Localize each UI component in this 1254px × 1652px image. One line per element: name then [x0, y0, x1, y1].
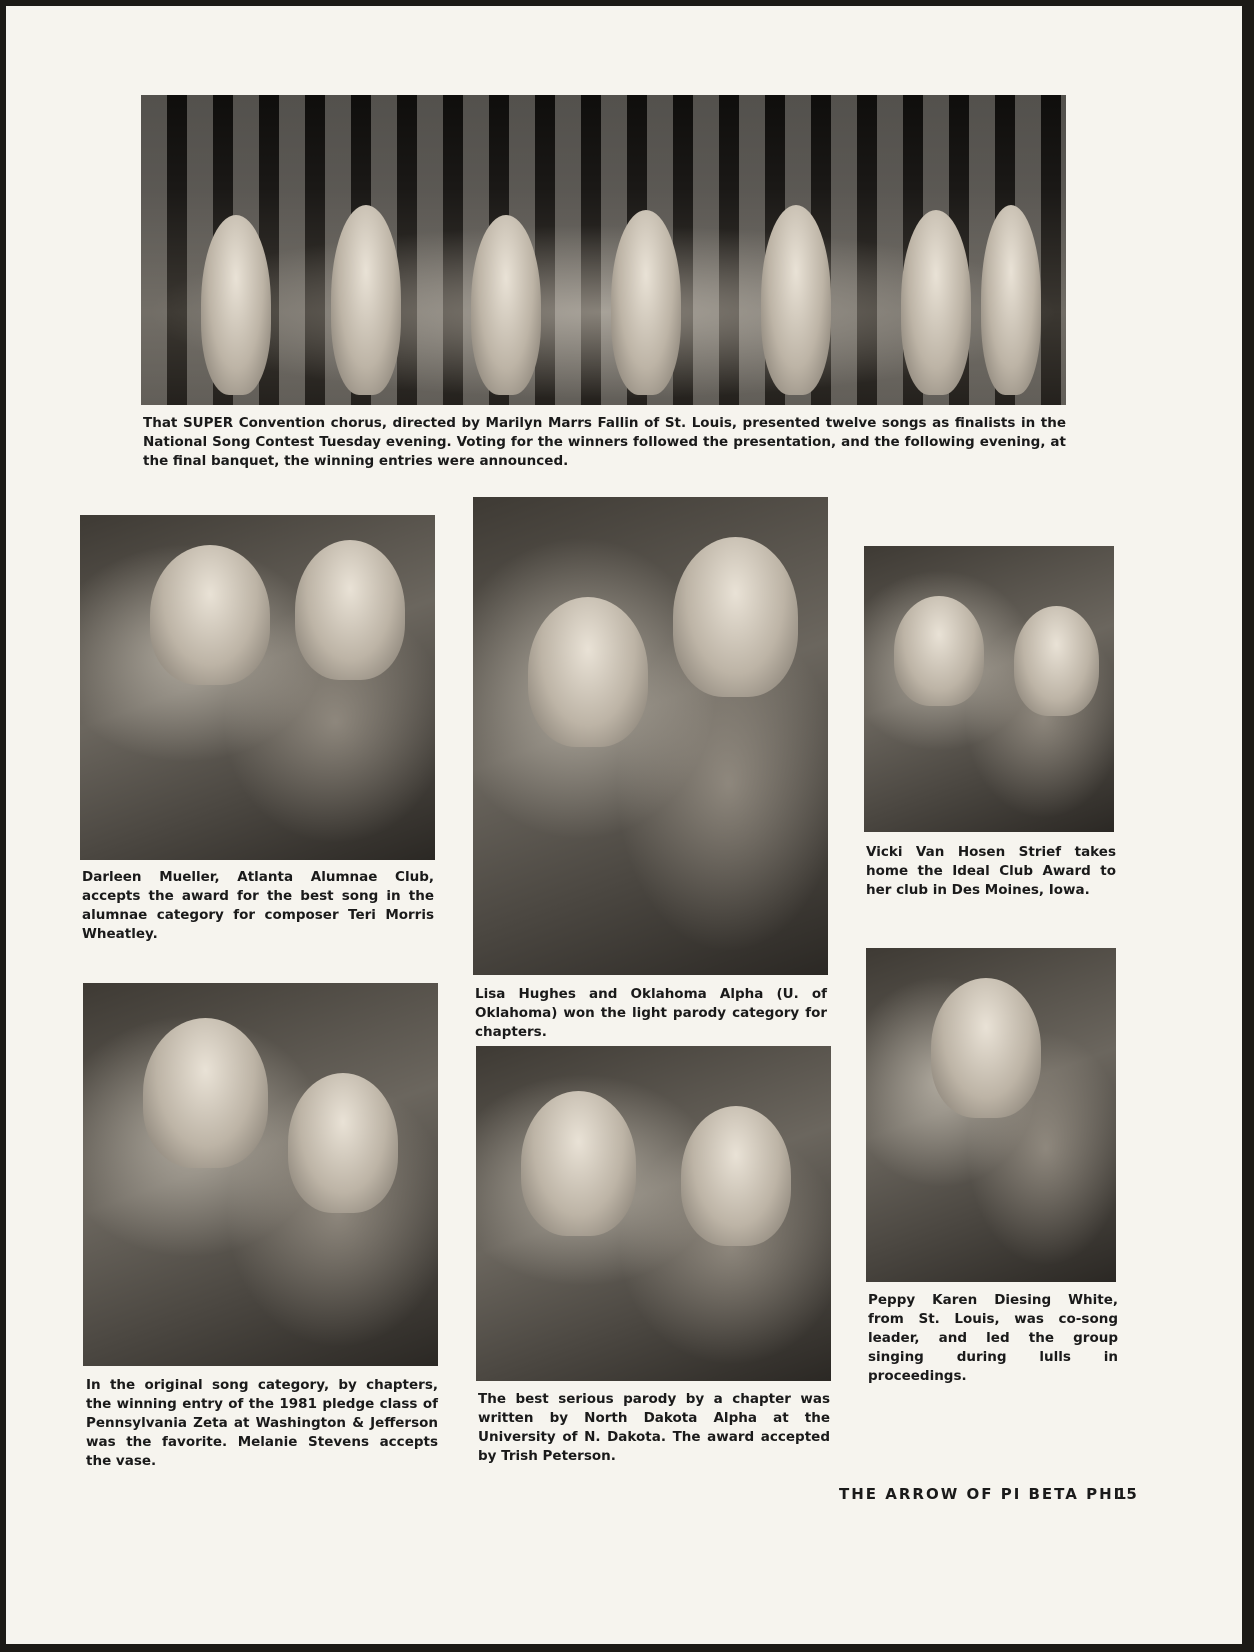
- white-caption: Peppy Karen Diesing White, from St. Louis, was co-song leader, and led the group singing during lulls in proceedings.: [868, 1292, 1118, 1384]
- stevens-photo: [83, 983, 438, 1366]
- strief-caption: Vicki Van Hosen Strief takes home the Ideal Club Award to her club in Des Moines, Iowa.: [866, 844, 1116, 898]
- peterson-photo: [476, 1046, 831, 1381]
- white-photo: [866, 948, 1116, 1282]
- hughes-caption: Lisa Hughes and Oklahoma Alpha (U. of Oklahoma) won the light parody category for chapters.: [475, 986, 827, 1040]
- publication-title: THE ARROW OF PI BETA PHI: [839, 1485, 1122, 1503]
- mueller-caption: Darleen Mueller, Atlanta Alumnae Club, accepts the award for the best song in the alumnae category for composer Teri Morris Wheatley.: [82, 869, 434, 942]
- mueller-photo: [80, 515, 435, 860]
- stevens-caption: In the original song category, by chapters, the winning entry of the 1981 pledge class of Pennsylvania Zeta at Washington & Jefferson was the favorite. Melanie Stevens accepts the vase.: [86, 1377, 438, 1469]
- page-number: 15: [1116, 1485, 1137, 1503]
- strief-photo: [864, 546, 1114, 832]
- chorus-caption: That SUPER Convention chorus, directed by Marilyn Marrs Fallin of St. Louis, presented twelve songs as finalists in the National Song Contest Tuesday evening. Voting for the winners followed the presentation, and the following evening, at the final banquet, the winning entries were announced.: [143, 415, 1066, 469]
- magazine-page: [6, 6, 1242, 1644]
- peterson-caption: The best serious parody by a chapter was written by North Dakota Alpha at the University of N. Dakota. The award accepted by Trish Peterson.: [478, 1391, 830, 1464]
- chorus-photo: [141, 95, 1066, 405]
- hughes-photo: [473, 497, 828, 975]
